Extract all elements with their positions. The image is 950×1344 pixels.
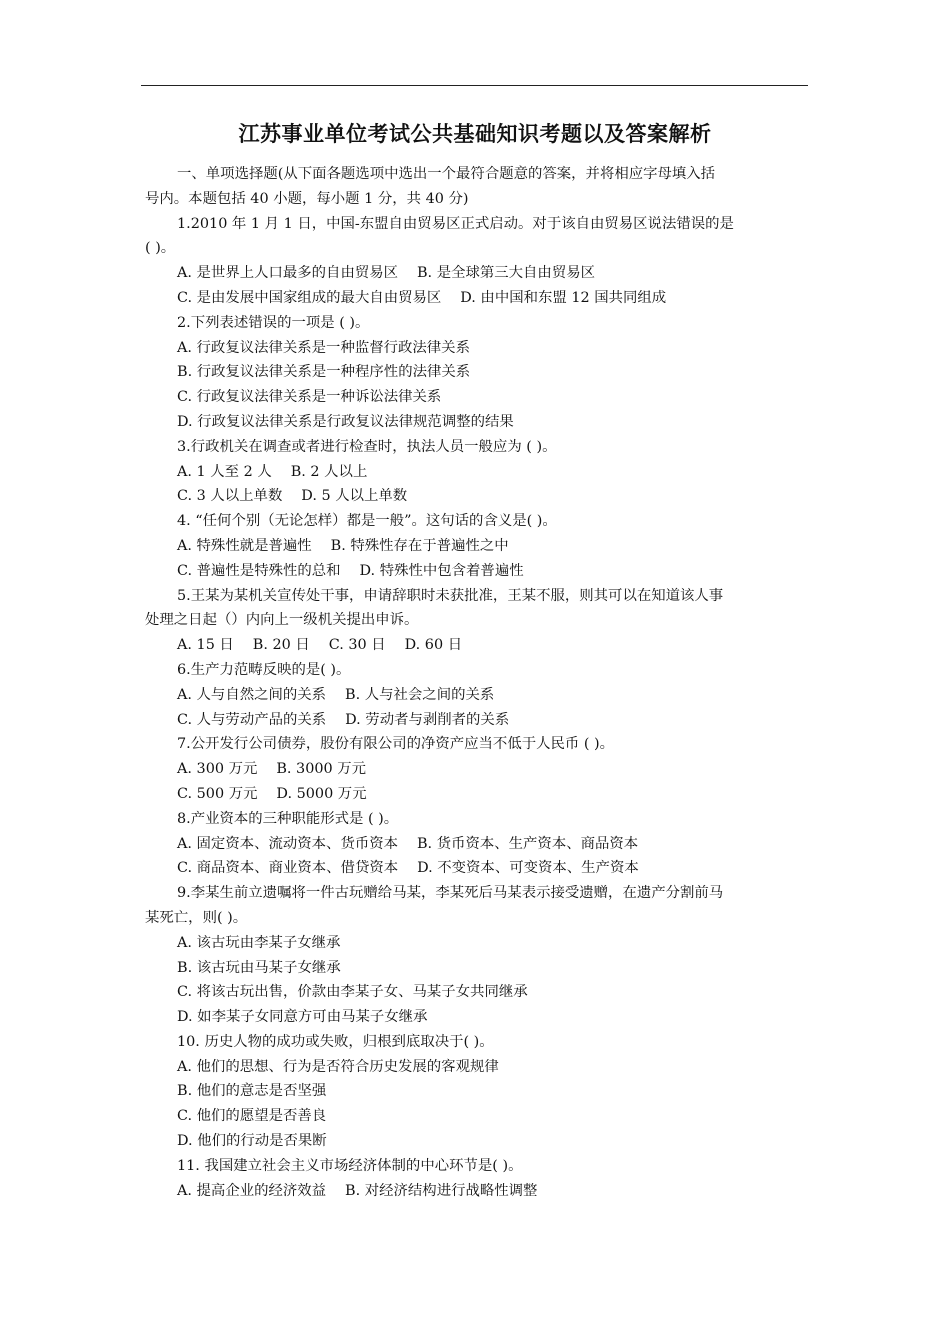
text-line: A. 特殊性就是普遍性 B. 特殊性存在于普遍性之中 (177, 537, 509, 554)
text-line: B. 行政复议法律关系是一种程序性的法律关系 (177, 364, 471, 381)
text-line: A. 该古玩由李某子女继承 (177, 934, 341, 951)
text-line: 某死亡，则( )。 (145, 909, 248, 926)
text-line: C. 人与劳动产品的关系 D. 劳动者与剥削者的关系 (177, 711, 510, 728)
text-line: 4. “任何个别（无论怎样）都是一般”。这句话的含义是( )。 (177, 513, 557, 530)
text-line: A. 固定资本、流动资本、货币资本 B. 货币资本、生产资本、商品资本 (177, 835, 639, 852)
text-line: 号内。本题包括 40 小题，每小题 1 分，共 40 分) (145, 190, 469, 207)
text-line: C. 行政复议法律关系是一种诉讼法律关系 (177, 389, 442, 406)
document-body (145, 162, 810, 1203)
text-line: C. 500 万元 D. 5000 万元 (177, 785, 367, 802)
text-line: D. 行政复议法律关系是行政复议法律规范调整的结果 (177, 413, 514, 430)
text-line: 3.行政机关在调查或者进行检查时，执法人员一般应为 ( )。 (177, 438, 557, 455)
text-line: 5.王某为某机关宣传处干事，申请辞职时未获批准，王某不服，则其可以在知道该人事 (177, 587, 724, 604)
text-line: 9.李某生前立遗嘱将一件古玩赠给马某，李某死后马某表示接受遗赠，在遗产分割前马 (177, 885, 724, 902)
text-line: D. 他们的行动是否果断 (177, 1133, 327, 1150)
text-line: 一、单项选择题(从下面各题选项中选出一个最符合题意的答案，并将相应字母填入括 (177, 166, 716, 182)
text-line: A. 300 万元 B. 3000 万元 (177, 761, 367, 778)
text-line: C. 将该古玩出售，价款由李某子女、马某子女共同继承 (177, 984, 528, 1001)
text-line: C. 商品资本、商业资本、借贷资本 D. 不变资本、可变资本、生产资本 (177, 860, 639, 877)
text-line: 2.下列表述错误的一项是 ( )。 (177, 314, 370, 331)
text-line: A. 15 日 B. 20 日 C. 30 日 D. 60 日 (177, 637, 463, 654)
text-line: 处理之日起（）内向上一级机关提出申诉。 (145, 612, 419, 629)
text-line: A. 行政复议法律关系是一种监督行政法律关系 (177, 339, 470, 356)
text-line: 1.2010 年 1 月 1 日，中国-东盟自由贸易区正式启动。对于该自由贸易区说法错误的是 (177, 215, 734, 232)
text-line: B. 他们的意志是否坚强 (177, 1083, 327, 1100)
text-line: A. 提高企业的经济效益 B. 对经济结构进行战略性调整 (177, 1182, 538, 1199)
text-line: ( )。 (145, 240, 176, 257)
text-line: C. 他们的愿望是否善良 (177, 1108, 327, 1125)
text-line: C. 3 人以上单数 D. 5 人以上单数 (177, 488, 408, 505)
text-line: B. 该古玩由马某子女继承 (177, 959, 341, 976)
header-rule (141, 85, 808, 86)
document-title: 江苏事业单位考试公共基础知识考题以及答案解析 (238, 122, 712, 146)
text-line: 7.公开发行公司债券，股份有限公司的净资产应当不低于人民币 ( )。 (177, 736, 615, 753)
text-line: 6.生产力范畴反映的是( )。 (177, 661, 351, 678)
text-line: C. 普遍性是特殊性的总和 D. 特殊性中包含着普遍性 (177, 562, 524, 579)
text-line: A. 是世界上人口最多的自由贸易区 B. 是全球第三大自由贸易区 (177, 265, 595, 282)
text-line: A. 1 人至 2 人 B. 2 人以上 (177, 463, 368, 480)
text-line: D. 如李某子女同意方可由马某子女继承 (177, 1009, 428, 1026)
text-line: A. 他们的思想、行为是否符合历史发展的客观规律 (177, 1058, 499, 1075)
text-line: A. 人与自然之间的关系 B. 人与社会之间的关系 (177, 686, 495, 703)
text-line: 8.产业资本的三种职能形式是 ( )。 (177, 810, 399, 827)
text-line: C. 是由发展中国家组成的最大自由贸易区 D. 由中国和东盟 12 国共同组成 (177, 289, 667, 306)
text-line: 11. 我国建立社会主义市场经济体制的中心环节是( )。 (177, 1157, 523, 1174)
text-line: 10. 历史人物的成功或失败，归根到底取决于( )。 (177, 1033, 494, 1050)
